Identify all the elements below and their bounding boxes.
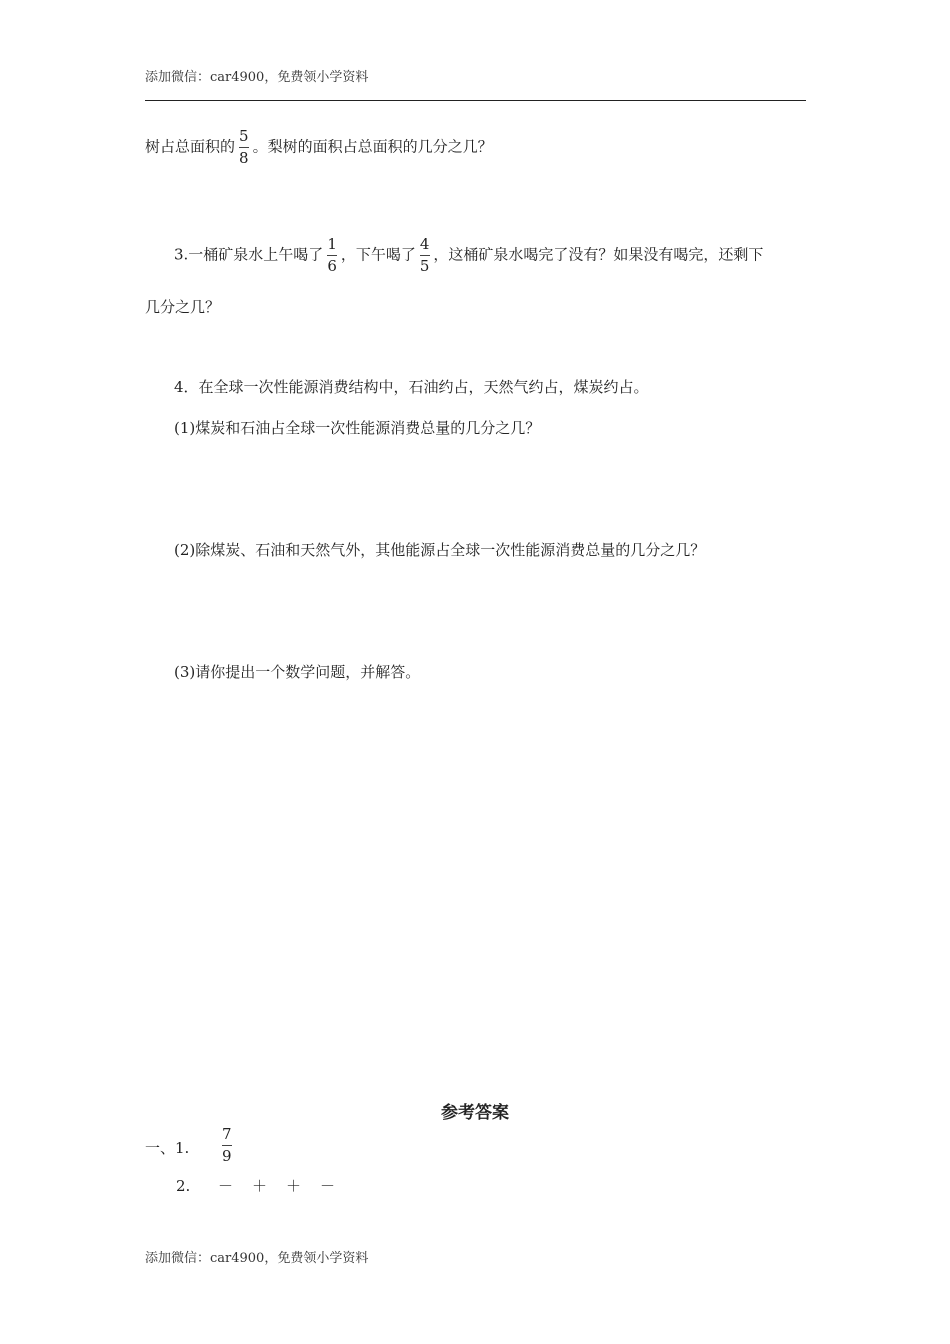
answer-1-fraction-denominator: 9: [222, 1147, 232, 1165]
page-header-text: 添加微信：car4900，免费领小学资料: [145, 70, 369, 85]
q3-text-part-1: 3.一桶矿泉水上午喝了: [174, 245, 324, 264]
q3-fraction-1-denominator: 6: [327, 257, 337, 275]
fraction-bar: [327, 255, 337, 256]
q2-fraction-denominator: 8: [239, 149, 249, 167]
answer-2-sign-3: ＋: [286, 1177, 302, 1195]
q3-fraction-2: [419, 236, 431, 275]
answer-1-fraction: [221, 1126, 233, 1165]
answer-1-label: 一、1.: [145, 1139, 190, 1157]
header-divider: [145, 100, 806, 101]
q2-text-before: 树占总面积的: [145, 137, 236, 156]
answer-2-label: 2.: [176, 1177, 191, 1195]
question-3-line-2: 几分之几？: [145, 298, 221, 316]
answers-title: 参考答案: [441, 1103, 509, 1123]
q3-fraction-2-denominator: 5: [419, 257, 430, 275]
q3-fraction-2-numerator: 4: [419, 235, 430, 253]
answer-2-sign-2: ＋: [252, 1177, 268, 1195]
q3-fraction-1: [326, 236, 338, 275]
question-4-sub-1: (1)煤炭和石油占全球一次性能源消费总量的几分之几？: [174, 419, 541, 437]
q3-text-part-2: ，下午喝了: [340, 245, 416, 264]
answer-1-fraction-numerator: 7: [222, 1125, 232, 1143]
answer-2-sign-1: －: [218, 1177, 234, 1195]
answer-1-value: [218, 1126, 236, 1165]
q2-fraction-numerator: 5: [239, 127, 249, 145]
page-footer-text: 添加微信：car4900，免费领小学资料: [145, 1251, 369, 1266]
q2-fraction: [238, 128, 250, 167]
fraction-bar: [239, 147, 249, 148]
question-4-sub-3: (3)请你提出一个数学问题，并解答。: [174, 663, 421, 681]
answer-2-signs: [218, 1176, 354, 1196]
fraction-bar: [420, 255, 430, 256]
q3-text-part-3: ，这桶矿泉水喝完了没有？如果没有喝完，还剩下: [433, 245, 764, 264]
fraction-bar: [222, 1145, 232, 1146]
question-4-sub-2: (2)除煤炭、石油和天然气外，其他能源占全球一次性能源消费总量的几分之几？: [174, 541, 706, 559]
question-2-continuation: [145, 128, 493, 167]
question-3-line-1: [174, 236, 763, 275]
q3-fraction-1-numerator: 1: [327, 235, 337, 253]
answer-2-sign-4: －: [320, 1177, 336, 1195]
q2-text-after: 。梨树的面积占总面积的几分之几？: [252, 137, 493, 156]
question-4-intro: 4．在全球一次性能源消费结构中，石油约占，天然气约占，煤炭约占。: [174, 378, 649, 396]
